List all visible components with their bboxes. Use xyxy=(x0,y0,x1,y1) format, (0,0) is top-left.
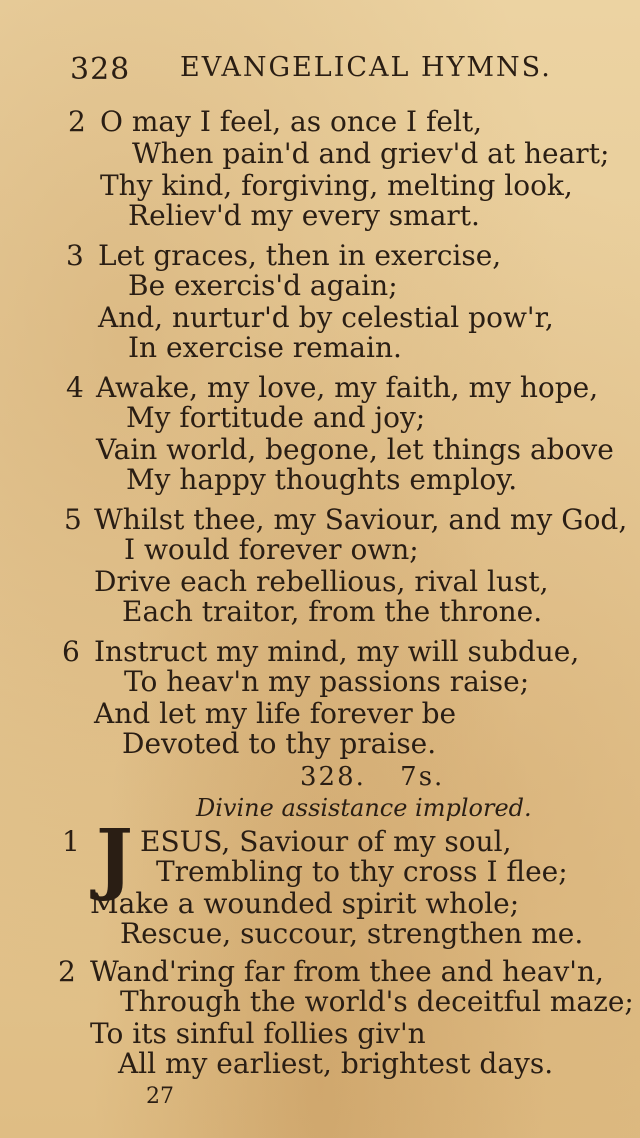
page-header xyxy=(70,52,590,92)
stanza-line: To heav'n my passions raise; xyxy=(124,665,530,698)
running-title: EVANGELICAL HYMNS. xyxy=(180,52,552,83)
stanza-number: 1 xyxy=(62,825,80,858)
stanza-line: Make a wounded spirit whole; xyxy=(90,887,520,920)
stanza-line: Wand'ring far from thee and heav'n, xyxy=(90,955,604,988)
stanza-number: 2 xyxy=(58,955,76,988)
drop-cap: J xyxy=(96,813,133,904)
stanza-number: 6 xyxy=(62,635,80,668)
stanza-number: 2 xyxy=(68,105,86,138)
stanza-line: I would forever own; xyxy=(124,533,419,566)
stanza-line: In exercise remain. xyxy=(128,331,402,364)
stanza-line: Instruct my mind, my will subdue, xyxy=(94,635,580,668)
stanza-line: Let graces, then in exercise, xyxy=(98,239,502,272)
page-number: 328 xyxy=(70,52,131,87)
hymn-meter: 7s. xyxy=(400,762,445,792)
stanza-line: O may I feel, as once I felt, xyxy=(100,105,483,138)
stanza-number: 4 xyxy=(66,371,84,404)
stanza-line: All my earliest, brightest days. xyxy=(118,1047,554,1080)
stanza-number: 3 xyxy=(66,239,84,272)
stanza-line: My happy thoughts employ. xyxy=(126,463,518,496)
stanza-line: Reliev'd my every smart. xyxy=(128,199,480,232)
hymn-subtitle: Divine assistance implored. xyxy=(196,794,532,822)
stanza-line: Vain world, begone, let things above xyxy=(96,433,614,466)
stanza-line: To its sinful follies giv'n xyxy=(90,1017,426,1050)
stanza-line: When pain'd and griev'd at heart; xyxy=(132,137,610,170)
stanza-line: Rescue, succour, strengthen me. xyxy=(120,917,584,950)
stanza-line: Whilst thee, my Saviour, and my God, xyxy=(94,503,628,536)
signature-mark: 27 xyxy=(146,1084,174,1109)
stanza-line: And, nurtur'd by celestial pow'r, xyxy=(98,301,554,334)
stanza-line: Awake, my love, my faith, my hope, xyxy=(96,371,599,404)
hymn-heading xyxy=(300,762,444,792)
stanza-line: Be exercis'd again; xyxy=(128,269,398,302)
stanza-line: ESUS, Saviour of my soul, xyxy=(140,825,512,858)
stanza-line: And let my life forever be xyxy=(94,697,457,730)
stanza-line: Thy kind, forgiving, melting look, xyxy=(100,169,573,202)
stanza-number: 5 xyxy=(64,503,82,536)
stanza-line: Through the world's deceitful maze; xyxy=(120,985,634,1018)
stanza-line: Devoted to thy praise. xyxy=(122,727,437,760)
hymn-number: 328. xyxy=(300,762,366,792)
stanza-line: Drive each rebellious, rival lust, xyxy=(94,565,549,598)
stanza-line: Trembling to thy cross I flee; xyxy=(156,855,568,888)
stanza-line: Each traitor, from the throne. xyxy=(122,595,543,628)
stanza-line: My fortitude and joy; xyxy=(126,401,426,434)
